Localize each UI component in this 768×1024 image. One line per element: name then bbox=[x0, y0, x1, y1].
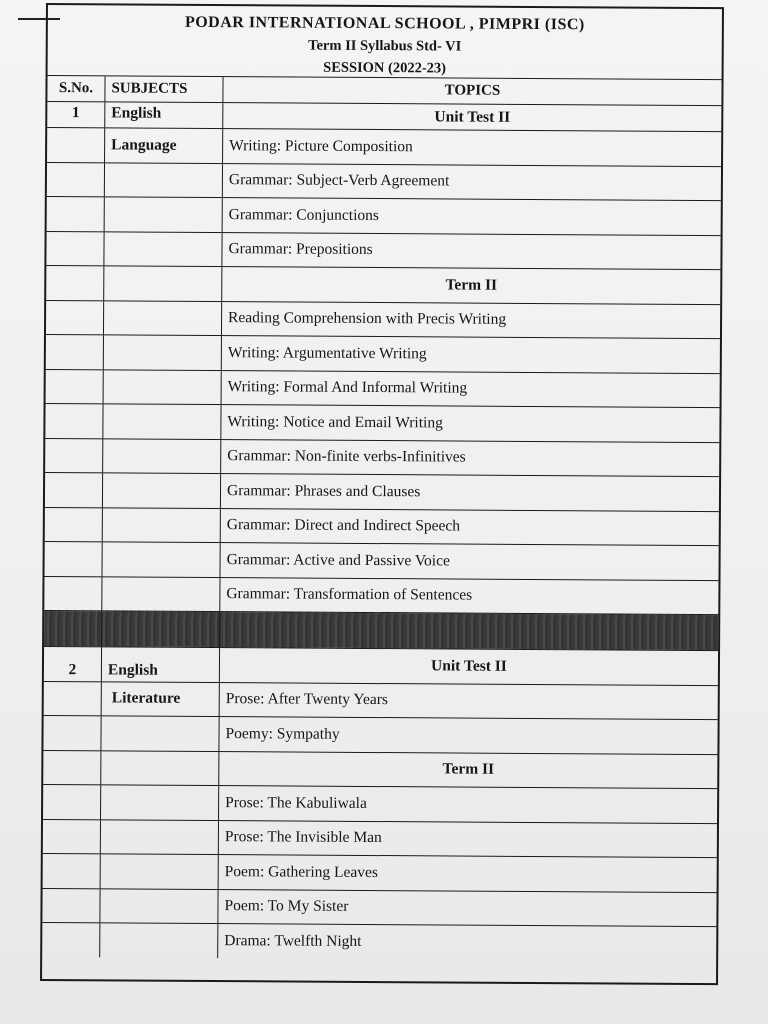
term-heading-2: Term II bbox=[442, 760, 495, 779]
table-row bbox=[45, 438, 719, 477]
table-row bbox=[46, 369, 720, 408]
topic: Prose: After Twenty Years bbox=[225, 690, 389, 709]
table-row bbox=[47, 162, 721, 201]
table-row bbox=[46, 231, 720, 270]
topic: Writing: Formal And Informal Writing bbox=[227, 378, 468, 397]
table-row bbox=[45, 507, 719, 546]
topic: Reading Comprehension with Precis Writing bbox=[228, 309, 507, 329]
term-heading-1: Term II bbox=[445, 276, 498, 294]
table-row bbox=[44, 576, 718, 615]
topic: Grammar: Conjunctions bbox=[228, 205, 380, 224]
syllabus-title: Term II Syllabus Std- VI bbox=[308, 37, 462, 55]
header-sno: S.No. bbox=[47, 76, 105, 101]
topic: Drama: Twelfth Night bbox=[224, 931, 362, 950]
topic: Grammar: Non-finite verbs-Infinitives bbox=[227, 447, 466, 466]
unit-test-heading-2: Unit Test II bbox=[431, 657, 507, 675]
table-row bbox=[43, 749, 717, 788]
topic: Prose: The Invisible Man bbox=[224, 828, 382, 847]
header-topics: TOPICS bbox=[444, 82, 501, 99]
table-row bbox=[44, 646, 718, 685]
table-row bbox=[46, 300, 720, 339]
table-row bbox=[46, 265, 720, 304]
topic: Prose: The Kabuliwala bbox=[225, 793, 367, 812]
table-row bbox=[47, 127, 721, 166]
table-row bbox=[47, 196, 721, 235]
header-subjects: SUBJECTS bbox=[105, 76, 223, 102]
subject-literature-line2: Literature bbox=[102, 682, 220, 716]
subject-language-line2: Language bbox=[105, 128, 223, 162]
sno-2: 2 bbox=[44, 647, 102, 681]
unit-test-heading-1: Unit Test II bbox=[434, 107, 511, 126]
table-row bbox=[45, 472, 719, 511]
table-row bbox=[42, 887, 716, 926]
table-row bbox=[43, 853, 717, 892]
table-row bbox=[43, 784, 717, 823]
topic: Grammar: Direct and Indirect Speech bbox=[226, 516, 461, 535]
topic: Grammar: Active and Passive Voice bbox=[226, 550, 450, 570]
topic: Writing: Notice and Email Writing bbox=[227, 412, 443, 432]
document-header bbox=[48, 5, 722, 81]
table-row bbox=[47, 101, 721, 131]
topic: Grammar: Transformation of Sentences bbox=[226, 585, 473, 604]
topic: Poemy: Sympathy bbox=[225, 724, 340, 743]
syllabus-table bbox=[42, 75, 722, 983]
table-row bbox=[46, 334, 720, 373]
topic: Grammar: Phrases and Clauses bbox=[226, 481, 421, 501]
topic: Poem: Gathering Leaves bbox=[224, 862, 378, 881]
topic: Grammar: Prepositions bbox=[228, 240, 373, 259]
subject-english-line1: English bbox=[105, 102, 223, 128]
subject-english-literature-line1: English bbox=[102, 647, 220, 681]
table-row bbox=[43, 818, 717, 857]
table-row bbox=[42, 922, 716, 961]
table-row bbox=[43, 715, 717, 754]
topic: Writing: Picture Composition bbox=[229, 136, 413, 155]
table-row bbox=[45, 541, 719, 580]
dark-separator-row bbox=[44, 610, 718, 650]
sno-1: 1 bbox=[47, 102, 105, 127]
topic: Poem: To My Sister bbox=[224, 897, 349, 916]
table-row bbox=[44, 680, 718, 719]
session-label: SESSION (2022-23) bbox=[323, 59, 447, 77]
topic: Grammar: Subject-Verb Agreement bbox=[228, 171, 450, 190]
table-header-row bbox=[47, 75, 721, 105]
syllabus-frame bbox=[40, 3, 724, 985]
topic: Writing: Argumentative Writing bbox=[227, 343, 427, 363]
table-row bbox=[45, 403, 719, 442]
school-name: PODAR INTERNATIONAL SCHOOL , PIMPRI (ISC) bbox=[184, 13, 585, 34]
